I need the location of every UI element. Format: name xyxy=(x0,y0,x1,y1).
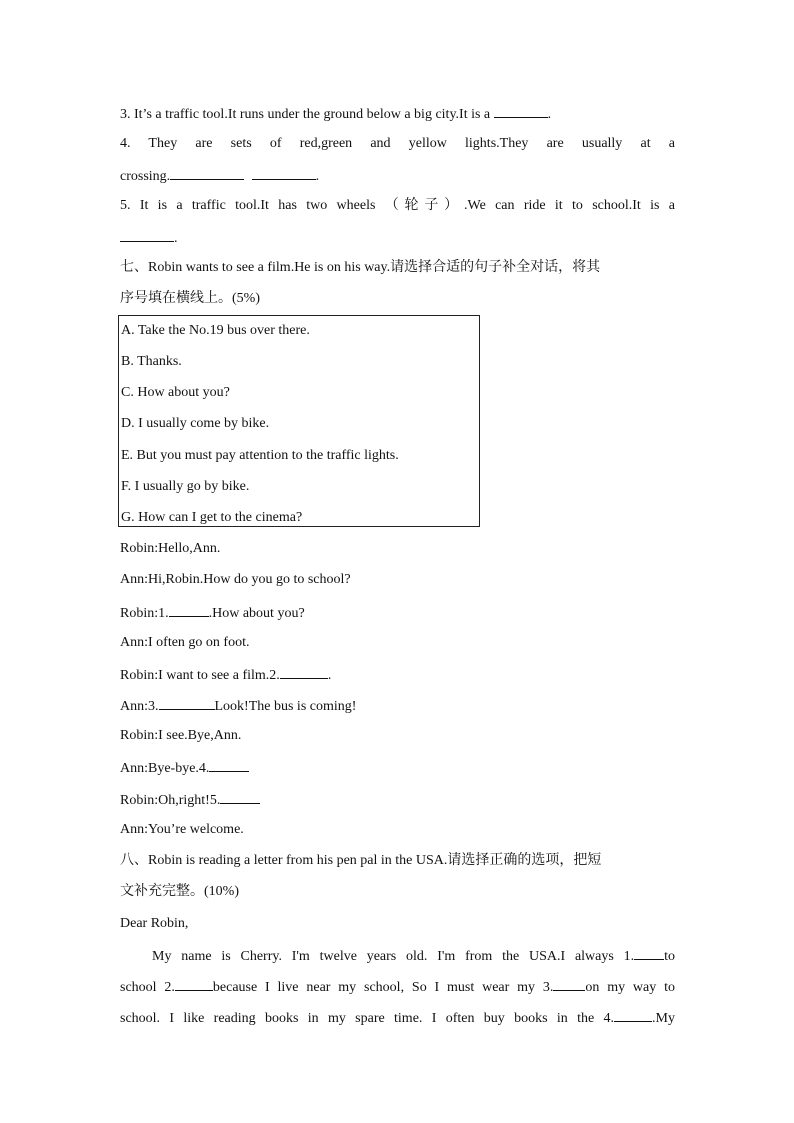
letter-text: .My xyxy=(652,1011,675,1026)
letter-text: school. I like reading books in my spare time. I often buy books in the 4. xyxy=(120,1011,615,1026)
letter-paragraph-line1 xyxy=(152,946,675,966)
question-3-end: . xyxy=(547,107,552,122)
answer-blank[interactable] xyxy=(634,946,664,960)
option-b: B. Thanks. xyxy=(121,354,182,369)
options-box xyxy=(118,315,480,527)
dialogue-text: Robin:Oh,right!5. xyxy=(120,793,221,808)
dialogue-line: Ann:Hi,Robin.How do you go to school? xyxy=(120,572,351,587)
section-8-heading xyxy=(120,852,675,870)
section-7-heading-line2 xyxy=(120,290,675,308)
question-5-text: 5. It is a traffic tool.It has two wheels （轮子）.We can ride it to school.It is a xyxy=(120,198,675,213)
answer-blank[interactable] xyxy=(494,104,548,118)
section-7-heading xyxy=(120,259,675,277)
answer-blank[interactable] xyxy=(170,166,244,180)
answer-blank[interactable] xyxy=(280,665,328,679)
answer-blank[interactable] xyxy=(120,228,174,242)
section-7-heading-line1: 七、Robin wants to see a film.He is on his way.请选择合适的句子补全对话，将其 xyxy=(120,260,601,275)
question-4-continued: crossing. xyxy=(120,169,171,184)
option-a: A. Take the No.19 bus over there. xyxy=(121,323,310,338)
option-d: D. I usually come by bike. xyxy=(121,416,270,431)
letter-paragraph-line3 xyxy=(120,1008,675,1028)
answer-blank[interactable] xyxy=(252,166,316,180)
option-g: G. How can I get to the cinema? xyxy=(121,510,303,525)
letter-text: My name is Cherry. I'm twelve years old. I'm from the USA.I always 1. xyxy=(152,949,635,964)
letter-text: school 2. xyxy=(120,980,175,995)
dialogue-line: Ann:I often go on foot. xyxy=(120,635,250,650)
question-4-text: 4. They are sets of red,green and yellow lights.They are usually at a xyxy=(120,136,675,151)
answer-blank[interactable] xyxy=(553,977,585,991)
dialogue-line xyxy=(120,758,675,778)
dialogue-text: Ann:Bye-bye.4. xyxy=(120,761,210,776)
letter-salutation: Dear Robin, xyxy=(120,916,189,931)
option-e: E. But you must pay attention to the traffic lights. xyxy=(121,448,399,463)
answer-blank[interactable] xyxy=(209,758,249,772)
question-3 xyxy=(120,104,675,124)
dialogue-line xyxy=(120,696,675,716)
dialogue-line: Ann:You’re welcome. xyxy=(120,822,244,837)
letter-text: on my way to xyxy=(585,980,675,995)
answer-blank[interactable] xyxy=(220,790,260,804)
section-8-heading-line2 xyxy=(120,883,675,901)
question-5-line1 xyxy=(120,197,675,215)
option-c: C. How about you? xyxy=(121,385,230,400)
dialogue-text: Look!The bus is coming! xyxy=(214,699,357,714)
dialogue-line xyxy=(120,603,675,623)
answer-blank[interactable] xyxy=(159,696,215,710)
dialogue-line xyxy=(120,790,675,810)
question-4-line1 xyxy=(120,135,675,153)
dialogue-text: Robin:1. xyxy=(120,606,169,621)
dialogue-text: . xyxy=(327,668,332,683)
dialogue-line xyxy=(120,665,675,685)
dialogue-line: Robin:I see.Bye,Ann. xyxy=(120,728,242,743)
section-8-heading-text: 文补充完整。(10%) xyxy=(120,884,239,899)
dialogue-text: Robin:I want to see a film.2. xyxy=(120,668,280,683)
dialogue-text: .How about you? xyxy=(208,606,305,621)
answer-blank[interactable] xyxy=(614,1008,652,1022)
question-4-end: . xyxy=(315,169,320,184)
answer-blank[interactable] xyxy=(175,977,213,991)
dialogue-text: Ann:3. xyxy=(120,699,159,714)
question-4-line2 xyxy=(120,166,675,186)
question-3-text: 3. It’s a traffic tool.It runs under the ground below a big city.It is a xyxy=(120,107,491,122)
option-f: F. I usually go by bike. xyxy=(121,479,250,494)
answer-blank[interactable] xyxy=(169,603,209,617)
question-5-end: . xyxy=(174,231,178,246)
section-7-heading-text: 序号填在横线上。(5%) xyxy=(120,291,260,306)
letter-paragraph-line2 xyxy=(120,977,675,997)
section-8-heading-line1: 八、Robin is reading a letter from his pen pal in the USA.请选择正确的选项，把短 xyxy=(120,853,602,868)
letter-text: because I live near my school, So I must wear my 3. xyxy=(212,980,554,995)
dialogue-line: Robin:Hello,Ann. xyxy=(120,541,221,556)
letter-text: to xyxy=(664,949,675,964)
question-5-line2 xyxy=(120,228,675,248)
